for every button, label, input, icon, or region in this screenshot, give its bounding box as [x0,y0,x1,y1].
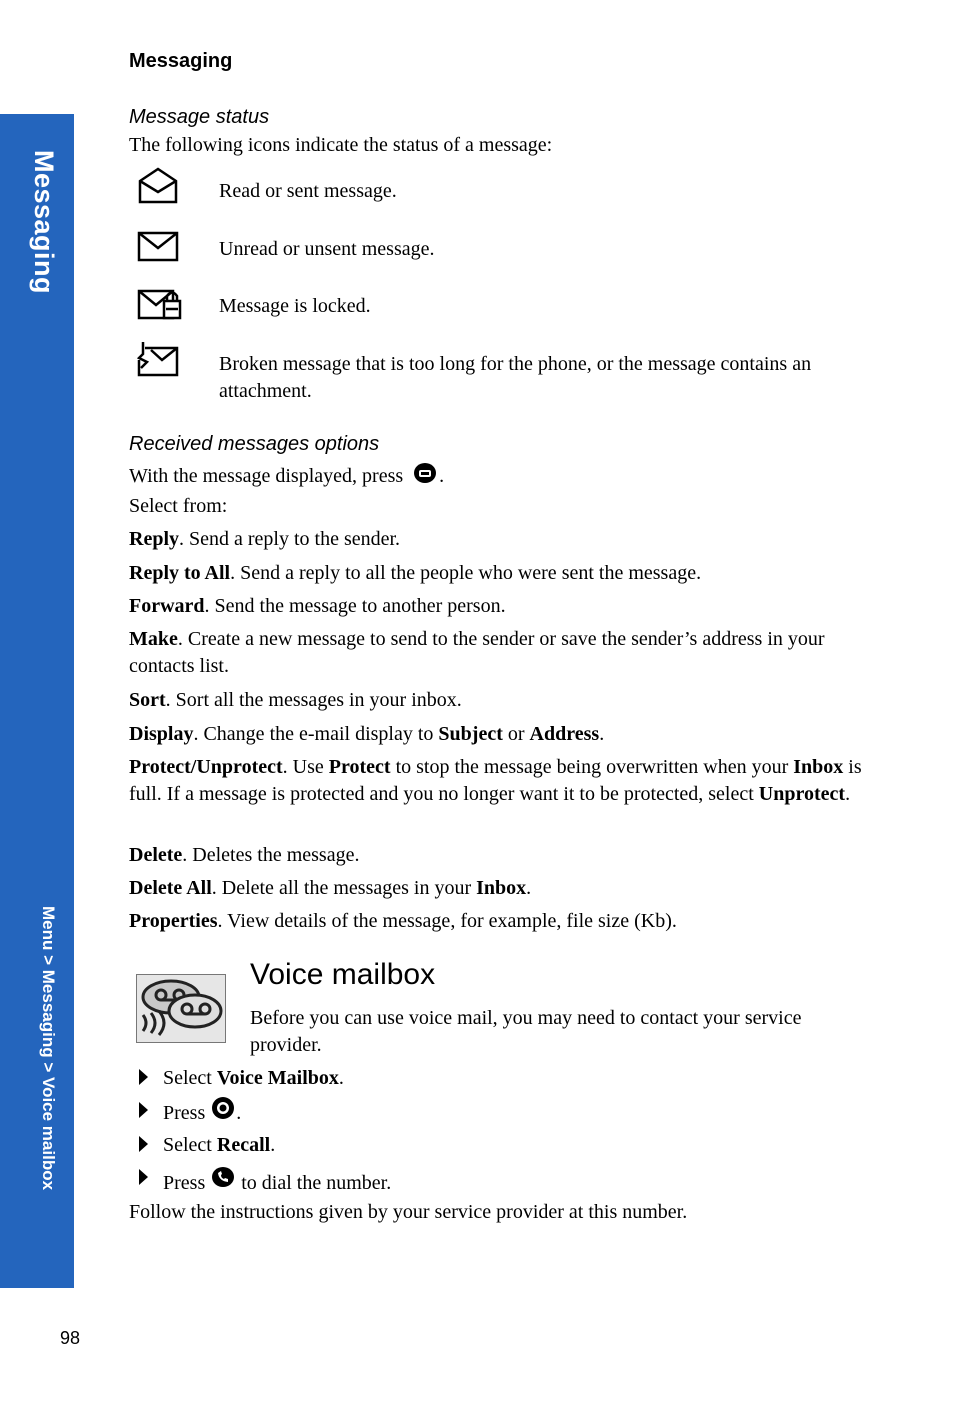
page-header: Messaging [129,50,233,72]
received-intro-text: With the message displayed, press [129,465,404,487]
text-run: . [845,783,851,805]
text-run: . Send the message to another person. [204,595,506,617]
text-run: . Delete all the messages in your [211,877,477,899]
received-options-intro [129,460,444,490]
option-make [129,626,874,680]
bold-term: Recall [216,1134,271,1156]
bold-term: Reply to All [129,562,231,584]
option-properties [129,908,874,935]
bold-term: Subject [438,723,503,745]
text-run: or [502,723,530,745]
voice-mailbox-intro: Before you can use voice mail, you may need to contact your service provider. [250,1007,802,1056]
text-run: . Change the e-mail display to [193,723,439,745]
envelope-locked-icon [137,287,185,323]
voicemail-icon [137,975,225,1042]
step-bullet-icon [139,1169,148,1185]
status-locked-text: Message is locked. [219,295,371,317]
bold-term: Inbox [476,877,527,899]
bold-term: Sort [129,689,166,711]
text-run: . Deletes the message. [182,844,360,866]
text-run: . [270,1134,276,1156]
voice-mailbox-title: Voice mailbox [250,958,436,991]
step-bullet-icon [139,1136,148,1152]
message-status-heading: Message status [129,106,270,128]
step-press-call [163,1165,391,1197]
text-run: . Sort all the messages in your inbox. [165,689,462,711]
voicemail-illustration [136,974,226,1043]
text-run: . [599,723,605,745]
bold-term: Forward [129,595,205,617]
text-run: Press [163,1102,211,1124]
step-select-voice-mailbox [163,1065,344,1092]
bold-term: Protect/Unprotect [129,756,283,778]
step-select-recall [163,1132,275,1159]
text-run: . [338,1067,344,1089]
status-read-text: Read or sent message. [219,180,397,202]
option-reply [129,526,874,553]
bold-term: Unprotect [758,783,846,805]
bold-term: Make [129,628,178,650]
select-from-text: Select from: [129,495,228,517]
text-run: . View details of the message, for example, file size (Kb). [217,910,677,932]
bold-term: Voice Mailbox [216,1067,339,1089]
bold-term: Delete All [129,877,212,899]
bold-term: Address [529,723,600,745]
message-status-intro: The following icons indicate the status of a message: [129,134,553,156]
call-key-icon [210,1172,236,1194]
status-unread-text: Unread or unsent message. [219,238,435,260]
bold-term: Protect [328,756,391,778]
option-protect-unprotect [129,754,874,808]
text-run: . [526,877,532,899]
bold-term: Reply [129,528,179,550]
page-number: 98 [60,1328,81,1348]
bold-term: Delete [129,844,183,866]
joystick-select-icon [210,1102,236,1124]
text-run: Select [163,1134,217,1156]
option-sort [129,687,874,714]
text-run: . Send a reply to the sender. [179,528,401,550]
text-run: is full. If a message is protected and you no longer want it to be protected, select [129,756,862,805]
received-options-heading: Received messages options [129,433,380,455]
side-tab-breadcrumb: Menu > Messaging > Voice mailbox [39,906,58,1191]
option-delete [129,842,874,869]
option-display [129,721,874,748]
status-broken-text: Broken message that is too long for the phone, or the message contains an attachment. [219,353,812,402]
option-delete-all [129,875,874,902]
text-run: Select [163,1067,217,1089]
bold-term: Properties [129,910,218,932]
text-run: . Send a reply to all the people who were sent the message. [230,562,702,584]
menu-key-icon [411,460,439,488]
side-tab-title: Messaging [29,150,59,295]
envelope-open-icon [137,167,181,205]
bold-term: Display [129,723,194,745]
step-bullet-icon [139,1102,148,1118]
text-run: Press [163,1172,211,1194]
text-run: . Use [282,756,329,778]
step-bullet-icon [139,1069,148,1085]
option-reply-to-all [129,560,874,587]
bold-term: Inbox [793,756,844,778]
voice-mailbox-footer: Follow the instructions given by your service provider at this number. [129,1201,688,1223]
option-forward [129,593,874,620]
text-run: . Create a new message to send to the sender or save the sender’s address in your contacts list. [129,628,825,677]
envelope-broken-icon [137,340,185,380]
text-run: to dial the number. [236,1172,392,1194]
text-run: . [236,1102,242,1124]
text-run: to stop the message being overwritten when your [390,756,794,778]
step-press-select [163,1095,241,1127]
envelope-closed-icon [137,230,181,264]
received-intro-period: . [439,465,445,487]
